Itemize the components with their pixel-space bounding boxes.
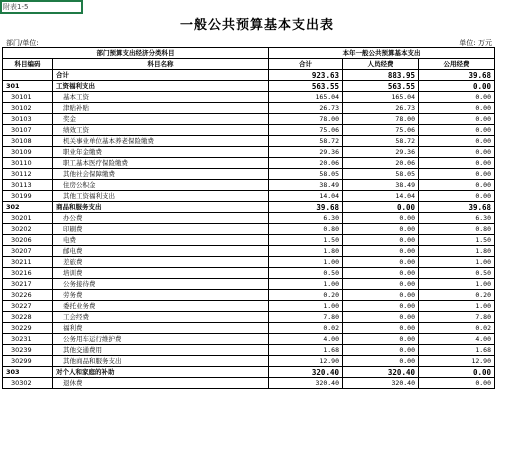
- table-row[interactable]: [3, 213, 495, 224]
- row-name[interactable]: 其他社会保障缴费: [53, 169, 269, 180]
- row-name[interactable]: 劳务费: [53, 290, 269, 301]
- row-personnel[interactable]: 0.00: [343, 257, 419, 268]
- row-personnel[interactable]: 0.00: [343, 323, 419, 334]
- row-personnel[interactable]: 0.00: [343, 202, 419, 213]
- row-name[interactable]: 其他交通费用: [53, 345, 269, 356]
- table-row[interactable]: [3, 147, 495, 158]
- row-code[interactable]: 30229: [3, 323, 53, 334]
- row-code[interactable]: 30206: [3, 235, 53, 246]
- row-code[interactable]: 30217: [3, 279, 53, 290]
- table-row[interactable]: [3, 356, 495, 367]
- header-group-basic-expenditure: 本年一般公共预算基本支出: [269, 48, 495, 59]
- row-personnel[interactable]: 165.04: [343, 92, 419, 103]
- row-total[interactable]: 38.49: [269, 180, 343, 191]
- row-code[interactable]: 30207: [3, 246, 53, 257]
- row-public[interactable]: 1.50: [419, 235, 495, 246]
- row-code[interactable]: 30113: [3, 180, 53, 191]
- row-public[interactable]: 0.00: [419, 136, 495, 147]
- row-code[interactable]: 30108: [3, 136, 53, 147]
- table-row[interactable]: [3, 125, 495, 136]
- row-public[interactable]: 6.30: [419, 213, 495, 224]
- row-name[interactable]: 绩效工资: [53, 125, 269, 136]
- row-personnel[interactable]: 26.73: [343, 103, 419, 114]
- row-name[interactable]: 合计: [53, 70, 269, 81]
- row-total[interactable]: 58.05: [269, 169, 343, 180]
- row-total[interactable]: 1.00: [269, 279, 343, 290]
- row-code[interactable]: 302: [3, 202, 53, 213]
- table-row[interactable]: [3, 312, 495, 323]
- table-row[interactable]: [3, 224, 495, 235]
- header-group-row: [3, 48, 495, 59]
- table-row[interactable]: [3, 191, 495, 202]
- row-personnel[interactable]: 58.05: [343, 169, 419, 180]
- row-total[interactable]: 165.04: [269, 92, 343, 103]
- row-code[interactable]: 30202: [3, 224, 53, 235]
- table-row[interactable]: [3, 323, 495, 334]
- row-public[interactable]: 0.20: [419, 290, 495, 301]
- row-total[interactable]: 0.80: [269, 224, 343, 235]
- header-personnel: 人员经费: [343, 59, 419, 70]
- row-personnel[interactable]: 563.55: [343, 81, 419, 92]
- table-row[interactable]: [3, 257, 495, 268]
- row-name[interactable]: 退休费: [53, 378, 269, 389]
- row-name[interactable]: 住房公积金: [53, 180, 269, 191]
- row-public[interactable]: 1.68: [419, 345, 495, 356]
- row-public[interactable]: 0.00: [419, 103, 495, 114]
- row-public[interactable]: 0.00: [419, 378, 495, 389]
- row-total[interactable]: 320.40: [269, 378, 343, 389]
- row-total[interactable]: 1.80: [269, 246, 343, 257]
- row-public[interactable]: 0.00: [419, 114, 495, 125]
- row-name[interactable]: 委托业务费: [53, 301, 269, 312]
- row-total[interactable]: 29.36: [269, 147, 343, 158]
- row-total[interactable]: 39.68: [269, 202, 343, 213]
- row-public[interactable]: 0.00: [419, 92, 495, 103]
- row-code[interactable]: 30302: [3, 378, 53, 389]
- expenditure-table: [2, 47, 495, 389]
- table-row[interactable]: [3, 114, 495, 125]
- row-code[interactable]: 30211: [3, 257, 53, 268]
- table-row[interactable]: [3, 290, 495, 301]
- row-public[interactable]: 0.00: [419, 180, 495, 191]
- row-public[interactable]: 1.00: [419, 257, 495, 268]
- department-label: 部门/单位:: [6, 39, 39, 47]
- table-row[interactable]: [3, 334, 495, 345]
- row-name[interactable]: 福利费: [53, 323, 269, 334]
- table-row[interactable]: [3, 279, 495, 290]
- table-row[interactable]: [3, 367, 495, 378]
- right-margin: [496, 47, 514, 455]
- row-total[interactable]: 4.00: [269, 334, 343, 345]
- row-code[interactable]: 30103: [3, 114, 53, 125]
- row-name[interactable]: 商品和服务支出: [53, 202, 269, 213]
- header-public: 公用经费: [419, 59, 495, 70]
- row-name[interactable]: 职工基本医疗保险缴费: [53, 158, 269, 169]
- row-public[interactable]: 0.02: [419, 323, 495, 334]
- row-public[interactable]: 39.68: [419, 70, 495, 81]
- row-total[interactable]: 923.63: [269, 70, 343, 81]
- row-personnel[interactable]: 0.00: [343, 268, 419, 279]
- row-code[interactable]: 30199: [3, 191, 53, 202]
- row-name[interactable]: 差旅费: [53, 257, 269, 268]
- row-public[interactable]: 0.00: [419, 169, 495, 180]
- row-total[interactable]: 6.30: [269, 213, 343, 224]
- table-row[interactable]: [3, 268, 495, 279]
- row-public[interactable]: 0.00: [419, 191, 495, 202]
- row-code[interactable]: 30110: [3, 158, 53, 169]
- table-row[interactable]: [3, 70, 495, 81]
- row-personnel[interactable]: 0.00: [343, 246, 419, 257]
- row-code[interactable]: 303: [3, 367, 53, 378]
- row-name[interactable]: 邮电费: [53, 246, 269, 257]
- row-code[interactable]: 30226: [3, 290, 53, 301]
- row-total[interactable]: 7.80: [269, 312, 343, 323]
- row-personnel[interactable]: 0.00: [343, 312, 419, 323]
- row-public[interactable]: 7.80: [419, 312, 495, 323]
- row-name[interactable]: 公务用车运行维护费: [53, 334, 269, 345]
- row-personnel[interactable]: 883.95: [343, 70, 419, 81]
- header-total: 合计: [269, 59, 343, 70]
- row-code[interactable]: 30107: [3, 125, 53, 136]
- row-total[interactable]: 78.00: [269, 114, 343, 125]
- header-column-row: [3, 59, 495, 70]
- row-code[interactable]: 30227: [3, 301, 53, 312]
- row-total[interactable]: 0.02: [269, 323, 343, 334]
- row-public[interactable]: 0.00: [419, 158, 495, 169]
- row-personnel[interactable]: 38.49: [343, 180, 419, 191]
- row-personnel[interactable]: 0.00: [343, 290, 419, 301]
- row-public[interactable]: 1.00: [419, 301, 495, 312]
- row-name[interactable]: 公务接待费: [53, 279, 269, 290]
- header-subject-name: 科目名称: [53, 59, 269, 70]
- row-personnel[interactable]: 0.00: [343, 356, 419, 367]
- row-code[interactable]: 30101: [3, 92, 53, 103]
- row-name[interactable]: 电费: [53, 235, 269, 246]
- row-public[interactable]: 0.00: [419, 367, 495, 378]
- row-name[interactable]: 职业年金缴费: [53, 147, 269, 158]
- row-name[interactable]: 津贴补贴: [53, 103, 269, 114]
- row-personnel[interactable]: 320.40: [343, 367, 419, 378]
- row-personnel[interactable]: 0.00: [343, 235, 419, 246]
- row-total[interactable]: 75.06: [269, 125, 343, 136]
- row-code[interactable]: [3, 70, 53, 81]
- table-row[interactable]: [3, 235, 495, 246]
- row-personnel[interactable]: 14.04: [343, 191, 419, 202]
- table-row[interactable]: [3, 92, 495, 103]
- table-row[interactable]: [3, 301, 495, 312]
- row-code[interactable]: 30239: [3, 345, 53, 356]
- row-name[interactable]: 对个人和家庭的补助: [53, 367, 269, 378]
- row-total[interactable]: 0.50: [269, 268, 343, 279]
- row-public[interactable]: 0.00: [419, 147, 495, 158]
- row-name[interactable]: 机关事业单位基本养老保险缴费: [53, 136, 269, 147]
- row-public[interactable]: 12.90: [419, 356, 495, 367]
- row-name[interactable]: 工资福利支出: [53, 81, 269, 92]
- sheet-tag[interactable]: 附表1-5: [0, 0, 83, 14]
- row-personnel[interactable]: 0.00: [343, 224, 419, 235]
- row-personnel[interactable]: 0.00: [343, 301, 419, 312]
- row-name[interactable]: 培训费: [53, 268, 269, 279]
- row-personnel[interactable]: 0.00: [343, 279, 419, 290]
- row-total[interactable]: 0.20: [269, 290, 343, 301]
- row-personnel[interactable]: 0.00: [343, 213, 419, 224]
- table-row[interactable]: [3, 246, 495, 257]
- row-code[interactable]: 30216: [3, 268, 53, 279]
- row-name[interactable]: 奖金: [53, 114, 269, 125]
- row-total[interactable]: 20.06: [269, 158, 343, 169]
- table-row[interactable]: [3, 345, 495, 356]
- table-row[interactable]: [3, 81, 495, 92]
- row-total[interactable]: 14.04: [269, 191, 343, 202]
- row-total[interactable]: 58.72: [269, 136, 343, 147]
- row-personnel[interactable]: 20.06: [343, 158, 419, 169]
- row-personnel[interactable]: 0.00: [343, 334, 419, 345]
- table-row[interactable]: [3, 202, 495, 213]
- table-row[interactable]: [3, 180, 495, 191]
- row-code[interactable]: 30109: [3, 147, 53, 158]
- row-code[interactable]: 30228: [3, 312, 53, 323]
- row-total[interactable]: 12.90: [269, 356, 343, 367]
- row-name[interactable]: 印刷费: [53, 224, 269, 235]
- row-total[interactable]: 26.73: [269, 103, 343, 114]
- row-code[interactable]: 30201: [3, 213, 53, 224]
- header-group-economic-class: 部门预算支出经济分类科目: [3, 48, 269, 59]
- row-public[interactable]: 0.50: [419, 268, 495, 279]
- row-total[interactable]: 563.55: [269, 81, 343, 92]
- row-total[interactable]: 320.40: [269, 367, 343, 378]
- row-public[interactable]: 39.68: [419, 202, 495, 213]
- row-personnel[interactable]: 78.00: [343, 114, 419, 125]
- row-public[interactable]: 0.00: [419, 125, 495, 136]
- row-name[interactable]: 工会经费: [53, 312, 269, 323]
- row-code[interactable]: 30112: [3, 169, 53, 180]
- row-public[interactable]: 0.80: [419, 224, 495, 235]
- row-total[interactable]: 1.68: [269, 345, 343, 356]
- row-name[interactable]: 基本工资: [53, 92, 269, 103]
- row-public[interactable]: 4.00: [419, 334, 495, 345]
- row-code[interactable]: 301: [3, 81, 53, 92]
- row-public[interactable]: 1.80: [419, 246, 495, 257]
- page-title: 一般公共预算基本支出表: [179, 18, 334, 33]
- row-code[interactable]: 30299: [3, 356, 53, 367]
- row-name[interactable]: 其他商品和服务支出: [53, 356, 269, 367]
- row-personnel[interactable]: 320.40: [343, 378, 419, 389]
- row-personnel[interactable]: 58.72: [343, 136, 419, 147]
- table-row[interactable]: [3, 158, 495, 169]
- row-public[interactable]: 1.00: [419, 279, 495, 290]
- table-row[interactable]: [3, 169, 495, 180]
- row-code[interactable]: 30102: [3, 103, 53, 114]
- row-name[interactable]: 其他工资福利支出: [53, 191, 269, 202]
- row-public[interactable]: 0.00: [419, 81, 495, 92]
- row-personnel[interactable]: 0.00: [343, 345, 419, 356]
- row-personnel[interactable]: 29.36: [343, 147, 419, 158]
- table-row[interactable]: [3, 378, 495, 389]
- row-name[interactable]: 办公费: [53, 213, 269, 224]
- table-row[interactable]: [3, 136, 495, 147]
- row-total[interactable]: 1.00: [269, 257, 343, 268]
- row-personnel[interactable]: 75.06: [343, 125, 419, 136]
- header-subject-code: 科目编码: [3, 59, 53, 70]
- row-code[interactable]: 30231: [3, 334, 53, 345]
- row-total[interactable]: 1.00: [269, 301, 343, 312]
- unit-label: 单位: 万元: [459, 39, 492, 47]
- table-row[interactable]: [3, 103, 495, 114]
- table-body: [3, 70, 495, 389]
- row-total[interactable]: 1.50: [269, 235, 343, 246]
